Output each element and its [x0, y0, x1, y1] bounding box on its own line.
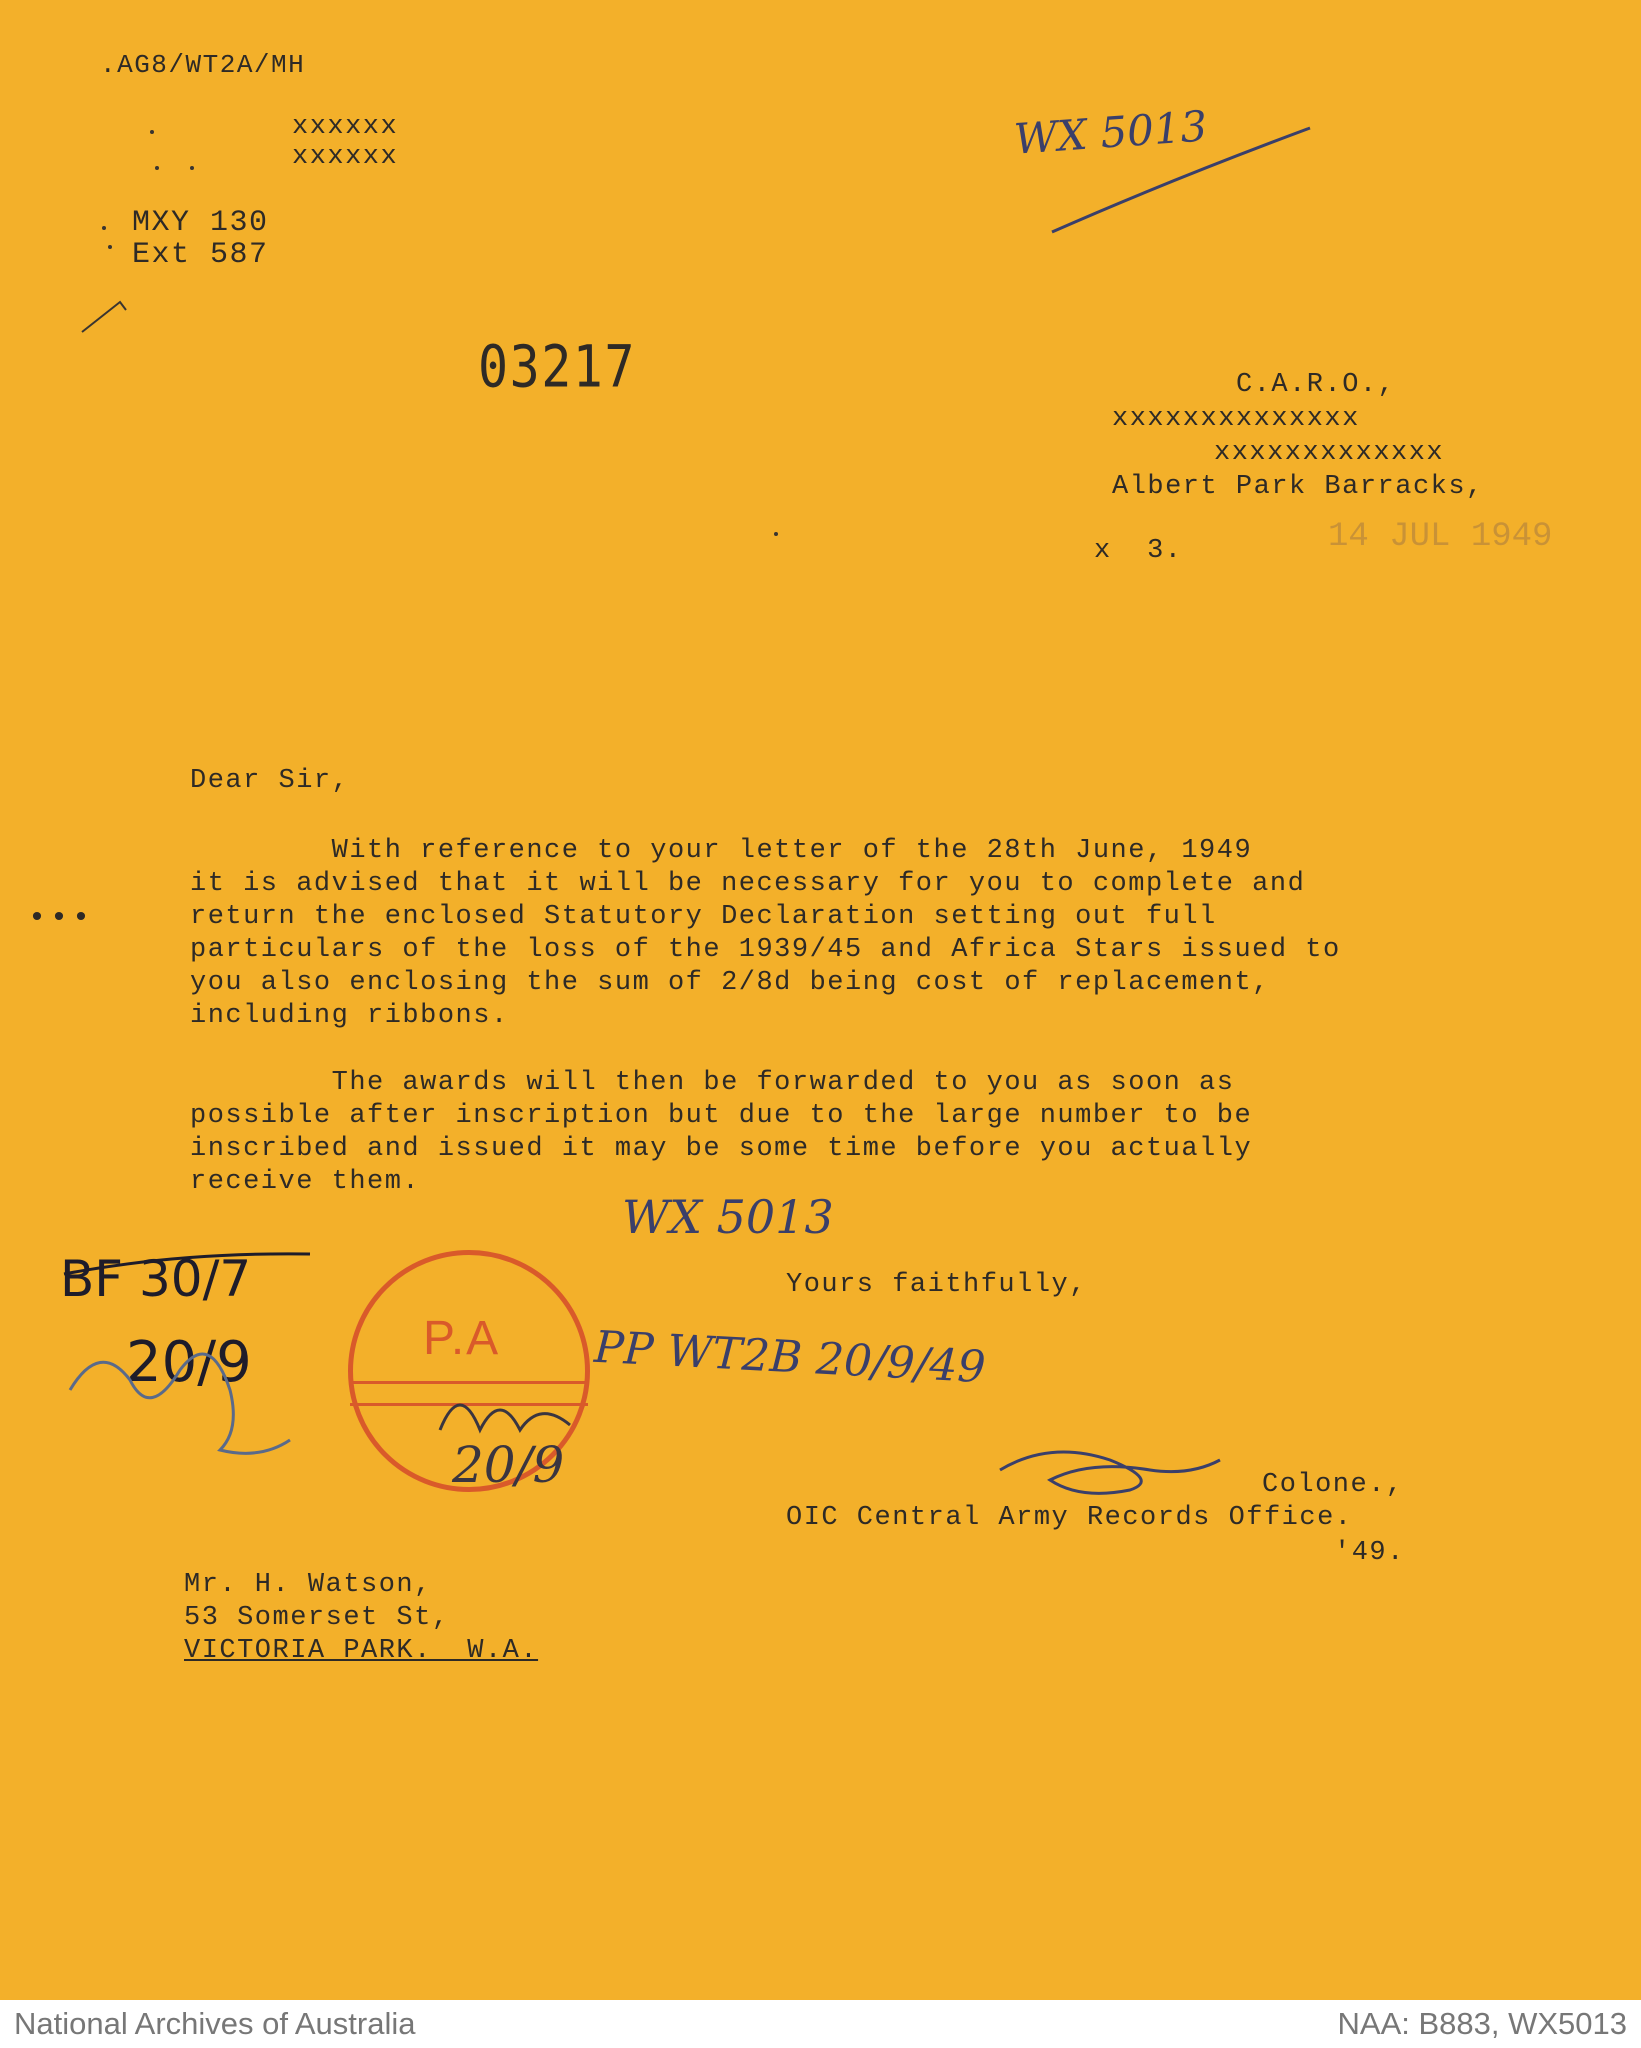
strike-line — [60, 1248, 320, 1278]
body-line: return the enclosed Statutory Declaration setting out full — [190, 902, 1217, 932]
handwritten-note: 20/9 — [126, 1330, 252, 1395]
body-line: receive them. — [190, 1167, 421, 1197]
recipient-street: 53 Somerset St, — [184, 1603, 450, 1633]
handwritten-file-number: WX 5013 — [622, 1190, 834, 1244]
body-line: particulars of the loss of the 1939/45 and Africa Stars issued to — [190, 935, 1341, 965]
stamp-label: P.A — [423, 1312, 501, 1365]
address-line: C.A.R.O., — [1236, 370, 1396, 400]
redacted-line: xxxxxx — [292, 142, 399, 172]
closing: Yours faithfully, — [786, 1270, 1087, 1300]
salutation: Dear Sir, — [190, 766, 350, 796]
signature-title: Colone., — [1262, 1470, 1404, 1500]
speck — [150, 130, 154, 134]
pen-scribble — [60, 1330, 320, 1470]
body-line: inscribed and issued it may be some time before you actually — [190, 1134, 1253, 1164]
recipient-city: VICTORIA PARK. W.A. — [184, 1636, 539, 1666]
margin-dots: ••• — [28, 902, 95, 936]
body-line: possible after inscription but due to the large number to be — [190, 1101, 1253, 1131]
body-line: With reference to your letter of the 28th June, 1949 — [190, 836, 1253, 866]
stamp-date-handwritten: 20/9 — [452, 1436, 565, 1494]
body-line: The awards will then be forwarded to you as soon as — [190, 1068, 1235, 1098]
speck — [155, 166, 159, 170]
address-line: Albert Park Barracks, — [1112, 472, 1484, 502]
archive-citation: NAA: B883, WX5013 — [1337, 2006, 1627, 2041]
address-redacted: xxxxxxxxxxxxx — [1214, 438, 1445, 468]
recipient-name: Mr. H. Watson, — [184, 1570, 432, 1600]
archive-footer — [0, 2000, 1641, 2048]
date-stamp: 14 JUL 1949 — [1328, 518, 1553, 556]
handwritten-note: BF 30/7 — [60, 1250, 252, 1308]
archive-name: National Archives of Australia — [14, 2006, 416, 2041]
address-postcode: x 3. — [1094, 536, 1183, 566]
speck — [774, 532, 778, 536]
body-line: it is advised that it will be necessary for you to complete and — [190, 869, 1306, 899]
stamped-number: 03217 — [478, 333, 637, 401]
signature-title: OIC Central Army Records Office. — [786, 1503, 1353, 1533]
phone-ext: Ext 587 — [132, 238, 269, 272]
handwritten-note: PP WT2B 20/9/49 — [592, 1321, 987, 1394]
initials-scribble — [430, 1370, 580, 1450]
pen-mark — [80, 296, 130, 336]
address-redacted: xxxxxxxxxxxxxx — [1112, 404, 1360, 434]
pen-stroke — [1050, 120, 1320, 240]
handwritten-file-number: WX 5013 — [1012, 101, 1209, 164]
speck — [102, 226, 106, 230]
body-line: you also enclosing the sum of 2/8d being cost of replacement, — [190, 968, 1270, 998]
body-line: including ribbons. — [190, 1001, 509, 1031]
signature-date: '49. — [1334, 1538, 1405, 1568]
phone-line: MXY 130 — [132, 206, 269, 240]
speck — [190, 166, 194, 170]
redacted-line: xxxxxx — [292, 112, 399, 142]
speck — [108, 245, 112, 249]
reference-code: .AG8/WT2A/MH — [100, 50, 306, 80]
